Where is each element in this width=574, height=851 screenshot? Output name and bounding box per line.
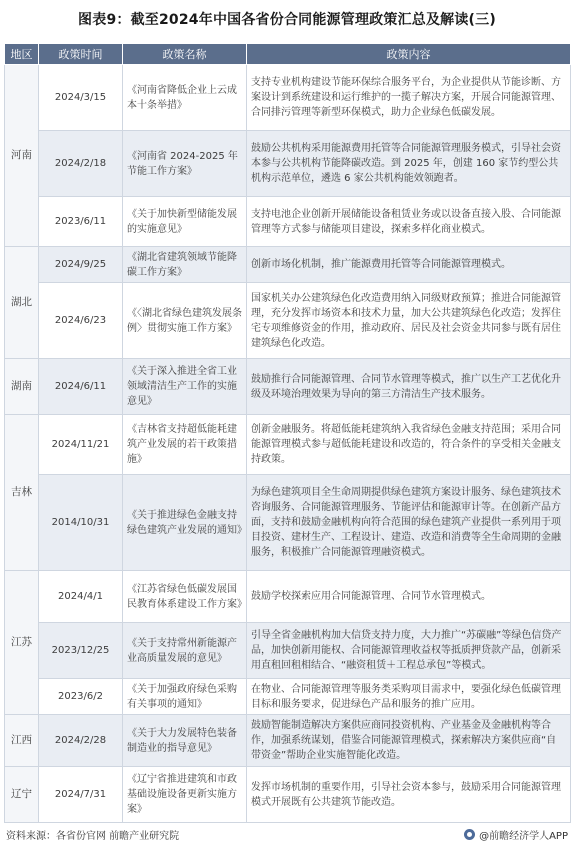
date-cell: 2024/11/21: [39, 415, 123, 475]
policy-name-cell: 《湖北省建筑领域节能降碳工作方案》: [123, 247, 247, 283]
policy-content-cell: 在物业、合同能源管理等服务类采购项目需求中，要强化绿色低碳管理目标和服务要求，促进绿色产品和服务的推广应用。: [247, 679, 571, 715]
table-row: [5, 767, 571, 823]
table-row: [5, 283, 571, 359]
policy-name-cell: 《河南省降低企业上云成本十条举措》: [123, 65, 247, 131]
date-cell: 2023/6/11: [39, 197, 123, 247]
policy-content-cell: 支持电池企业创新开展储能设备租赁业务或以设备直接入股、合同能源管理等方式参与储能项目建设，探索多样化商业模式。: [247, 197, 571, 247]
policy-name-cell: 《关于推进绿色金融支持绿色建筑产业发展的通知》: [123, 475, 247, 571]
policy-name-cell: 《〈湖北省绿色建筑发展条例〉贯彻实施工作方案》: [123, 283, 247, 359]
region-cell: 吉林: [5, 415, 39, 571]
region-cell: 河南: [5, 65, 39, 247]
table-row: [5, 359, 571, 415]
policy-name-cell: 《关于加强政府绿色采购有关事项的通知》: [123, 679, 247, 715]
policy-content-cell: 创新金融服务。将超低能耗建筑纳入我省绿色金融支持范围；采用合同能源管理模式参与超低能耗建设和改造的，符合条件的享受相关金融支持政策。: [247, 415, 571, 475]
region-cell: 江苏: [5, 571, 39, 715]
region-cell: 湖南: [5, 359, 39, 415]
policy-table: [4, 43, 571, 823]
policy-content-cell: 鼓励智能制造解决方案供应商同投资机构、产业基金及金融机构等合作，加强系统谋划，借鉴合同能源管理模式，探索解决方案供应商“自带资金”帮助企业实施智能化改造。: [247, 715, 571, 767]
source-note: 资料来源：各省份官网 前瞻产业研究院: [6, 831, 180, 842]
region-cell: 湖北: [5, 247, 39, 359]
table-row: [5, 415, 571, 475]
region-cell: 江西: [5, 715, 39, 767]
date-cell: 2024/7/31: [39, 767, 123, 823]
footer: [6, 824, 568, 844]
policy-content-cell: 鼓励学校探索应用合同能源管理、合同节水管理模式。: [247, 571, 571, 623]
policy-name-cell: 《关于大力发展特色装备制造业的指导意见》: [123, 715, 247, 767]
policy-name-cell: 《吉林省支持超低能耗建筑产业发展的若干政策措施》: [123, 415, 247, 475]
header-region: 地区: [5, 44, 39, 65]
date-cell: 2024/9/25: [39, 247, 123, 283]
policy-name-cell: 《辽宁省推进建筑和市政基础设施设备更新实施方案》: [123, 767, 247, 823]
policy-content-cell: 发挥市场机制的重要作用，引导社会资本参与，鼓励采用合同能源管理模式开展既有公共建筑节能改造。: [247, 767, 571, 823]
table-row: [5, 571, 571, 623]
header-date: 政策时间: [39, 44, 123, 65]
policy-name-cell: 《河南省 2024-2025 年节能工作方案》: [123, 131, 247, 197]
chart-title: 图表9：截至2024年中国各省份合同能源管理政策汇总及解读(三): [78, 12, 496, 28]
brand-logo-icon: [464, 829, 475, 840]
table-row: [5, 475, 571, 571]
policy-content-cell: 引导全省金融机构加大信贷支持力度，大力推广“苏碳融”等绿色信贷产品，加快创新用能权、合同能源管理收益权等抵质押贷款产品，创新采用直租回租相结合、“融资租赁＋工程总承包”等模式。: [247, 623, 571, 679]
table-body: [5, 65, 571, 823]
table-row: [5, 131, 571, 197]
date-cell: 2014/10/31: [39, 475, 123, 571]
date-cell: 2024/2/28: [39, 715, 123, 767]
table-header-row: [5, 44, 571, 65]
policy-content-cell: 鼓励推行合同能源管理、合同节水管理等模式，推广以生产工艺优化升级及环境治理效果为导向的第三方清洁生产技术服务。: [247, 359, 571, 415]
policy-content-cell: 鼓励公共机构采用能源费用托管等合同能源管理服务模式，引导社会资本参与公共机构节能降碳改造。到 2025 年，创建 160 家节约型公共机构示范单位，遴选 6 家公共机构能效领跑者。: [247, 131, 571, 197]
policy-name-cell: 《关于加快新型储能发展的实施意见》: [123, 197, 247, 247]
brand-logo: [464, 827, 568, 842]
table-row: [5, 65, 571, 131]
policy-name-cell: 《关于深入推进全省工业领域清洁生产工作的实施意见》: [123, 359, 247, 415]
policy-content-cell: 为绿色建筑项目全生命周期提供绿色建筑方案设计服务、绿色建筑技术咨询服务、合同能源管理服务、节能评估和能源审计等。在创新产品方面，支持和鼓励金融机构向符合范围的绿色建筑产业提供一系列用于项目投资、建材生产、工程设计、建造、改造和消费等全生命周期的金融服务，积极推广合同能源管理融资模式。: [247, 475, 571, 571]
date-cell: 2024/4/1: [39, 571, 123, 623]
table-row: [5, 247, 571, 283]
table-row: [5, 679, 571, 715]
policy-name-cell: 《江苏省绿色低碳发展国民教育体系建设工作方案》: [123, 571, 247, 623]
policy-content-cell: 国家机关办公建筑绿色化改造费用纳入同级财政预算；推进合同能源管理，充分发挥市场资本和技术力量，加大公共建筑绿色化改造；发挥住宅专项维修资金的作用，推动政府、居民及社会资金共同参与既有居住建筑绿色化改造。: [247, 283, 571, 359]
table-row: [5, 623, 571, 679]
table-row: [5, 715, 571, 767]
date-cell: 2024/2/18: [39, 131, 123, 197]
policy-content-cell: 创新市场化机制，推广能源费用托管等合同能源管理模式。: [247, 247, 571, 283]
date-cell: 2024/6/11: [39, 359, 123, 415]
date-cell: 2024/3/15: [39, 65, 123, 131]
header-content: 政策内容: [247, 44, 571, 65]
header-name: 政策名称: [123, 44, 247, 65]
policy-name-cell: 《关于支持常州新能源产业高质量发展的意见》: [123, 623, 247, 679]
table-row: [5, 197, 571, 247]
date-cell: 2023/12/25: [39, 623, 123, 679]
brand-label: @前瞻经济学人APP: [479, 831, 568, 842]
policy-content-cell: 支持专业机构建设节能环保综合服务平台，为企业提供从节能诊断、方案设计到系统建设和运行维护的一揽子解决方案，开展合同能源管理、合同排污管理等新型环保模式，助力企业绿色低碳发展。: [247, 65, 571, 131]
date-cell: 2024/6/23: [39, 283, 123, 359]
date-cell: 2023/6/2: [39, 679, 123, 715]
region-cell: 辽宁: [5, 767, 39, 823]
